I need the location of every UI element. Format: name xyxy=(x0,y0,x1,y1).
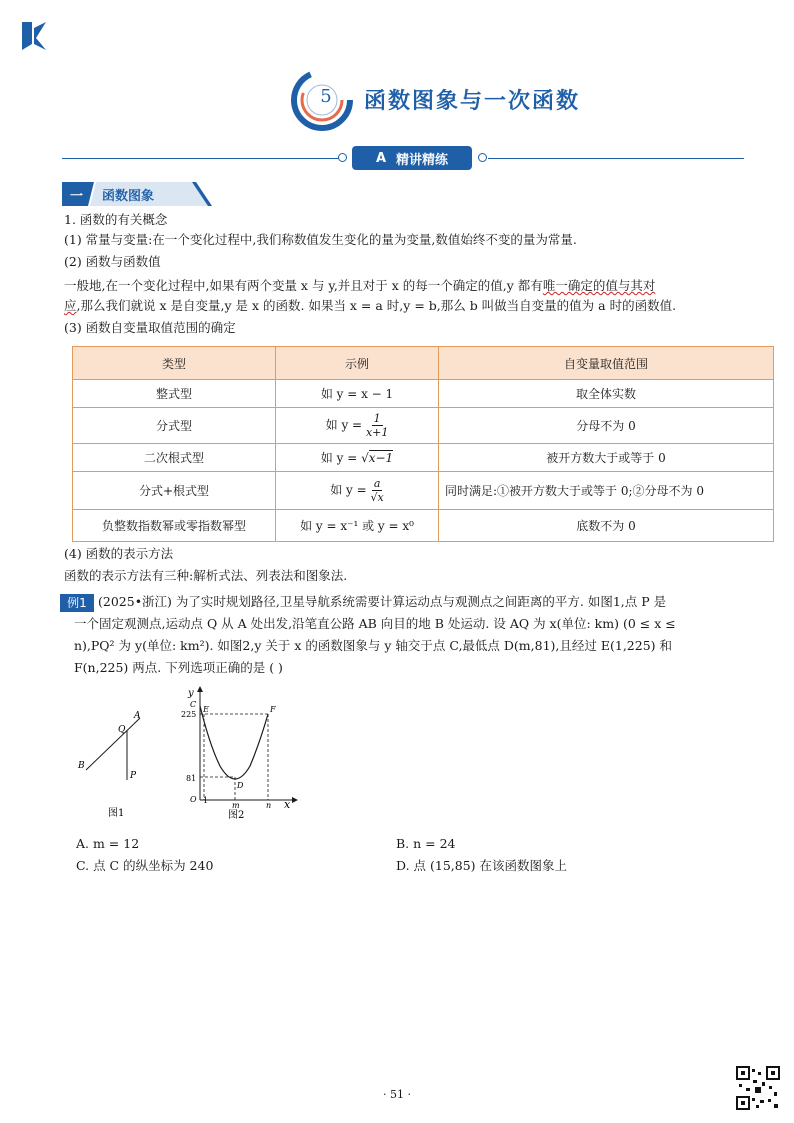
fig2-label-d: D xyxy=(237,781,244,790)
page-number: · 51 · xyxy=(383,1088,411,1101)
section-tag-label: 函数图象 xyxy=(102,189,155,204)
table-header: 类型 xyxy=(73,347,276,380)
fig2-label-x: x xyxy=(284,798,291,811)
chapter-header xyxy=(288,68,598,132)
fig2-label-y: y xyxy=(188,688,194,699)
chapter-number: 5 xyxy=(320,86,332,107)
table-row: 分式型 如 y = $\frac{1}{x+1}$ 分母不为 0 xyxy=(73,408,774,444)
banner-dot-right xyxy=(478,153,487,162)
fig2-tick-225: 225 xyxy=(181,710,197,719)
qr-code-icon[interactable] xyxy=(736,1066,780,1110)
fig1-label-b: B xyxy=(78,761,85,771)
table-row: 分式+根式型 如 y = $\frac{a}{√x}$ 同时满足:①被开方数大于或等于 0;②分母不为 0 xyxy=(73,472,774,510)
option-c[interactable]: C. 点 C 的纵坐标为 240 xyxy=(76,858,214,873)
fig2-tick-81: 81 xyxy=(186,774,197,783)
definition-line-2: 应,那么我们就说 x 是自变量,y 是 x 的函数. 如果当 x = a 时,y = b,那么 b 叫做当自变量的值为 a 时的函数值. xyxy=(64,298,677,313)
domain-table xyxy=(72,346,774,542)
figure-1 xyxy=(72,700,172,819)
domain-heading: (3) 函数自变量取值范围的确定 xyxy=(64,320,236,335)
example-line-1: (2025•浙江) 为了实时规划路径,卫星导航系统需要计算运动点与观测点之间距离的平方. 如图1,点 P 是 xyxy=(98,594,667,609)
banner-rule-right xyxy=(488,158,744,159)
fig2-tick-n: n xyxy=(266,801,272,810)
representation-text: 函数的表示方法有三种:解析式法、列表法和图象法. xyxy=(64,568,348,583)
representation-heading: (4) 函数的表示方法 xyxy=(64,546,174,561)
fig2-tick-1: 1 xyxy=(203,796,209,805)
fig2-tick-m: m xyxy=(232,801,240,810)
definition-line-1: 一般地,在一个变化过程中,如果有两个变量 x 与 y,并且对于 x 的每一个确定的值,y 都有唯一确定的值与其对 xyxy=(64,278,656,293)
section-banner xyxy=(352,146,472,170)
banner-letter: A xyxy=(375,150,387,166)
example-badge: 例1 xyxy=(60,594,94,612)
fig2-label-e: E xyxy=(203,705,209,714)
fig2-label-c: C xyxy=(190,700,197,709)
example-line-4: F(n,225) 两点. 下列选项正确的是 ( ) xyxy=(74,660,283,675)
constant-variable-text: (1) 常量与变量:在一个变化过程中,我们称数值发生变化的量为变量,数值始终不变的量为常量. xyxy=(64,232,577,247)
example-line-3: n),PQ² 为 y(单位: km²). 如图2,y 关于 x 的函数图象与 y 轴交于点 C,最低点 D(m,81),且经过 E(1,225) 和 xyxy=(74,638,672,653)
table-row: 二次根式型 如 y = √x−1 被开方数大于或等于 0 xyxy=(73,444,774,472)
option-a[interactable]: A. m = 12 xyxy=(76,836,140,851)
banner-rule-left xyxy=(62,158,340,159)
option-d[interactable]: D. 点 (15,85) 在该函数图象上 xyxy=(396,858,568,873)
table-row: 负整数指数幂或零指数幂型 如 y = x⁻¹ 或 y = x⁰ 底数不为 0 xyxy=(73,510,774,542)
table-row: 整式型 如 y = x − 1 取全体实数 xyxy=(73,380,774,408)
banner-dot-left xyxy=(338,153,347,162)
section-tag xyxy=(62,182,212,206)
banner-text: 精讲精练 xyxy=(396,152,449,168)
function-value-heading: (2) 函数与函数值 xyxy=(64,254,161,269)
example-line-2: 一个固定观测点,运动点 Q 从 A 处出发,沿笔直公路 AB 向目的地 B 处运动. 设 AQ 为 x(单位: km) (0 ≤ x ≤ xyxy=(74,616,676,631)
fig1-label-q: Q xyxy=(118,725,126,735)
table-header: 示例 xyxy=(276,347,439,380)
chapter-title: 函数图象与一次函数 xyxy=(364,89,581,114)
publisher-logo xyxy=(18,18,50,54)
fig1-label-a: A xyxy=(134,711,141,721)
figure-2 xyxy=(180,684,300,820)
fig1-label-p: P xyxy=(130,771,137,781)
fig2-caption: 图2 xyxy=(228,810,245,821)
section-tag-number: 一 xyxy=(70,189,84,204)
fig1-caption: 图1 xyxy=(108,808,125,819)
fig2-label-f: F xyxy=(270,705,276,714)
underlined-phrase: 唯一确定的值与其对 xyxy=(542,278,656,293)
option-b[interactable]: B. n = 24 xyxy=(396,836,456,851)
table-header: 自变量取值范围 xyxy=(439,347,774,380)
fig2-label-o: O xyxy=(190,795,197,804)
concept-heading: 1. 函数的有关概念 xyxy=(64,212,168,227)
